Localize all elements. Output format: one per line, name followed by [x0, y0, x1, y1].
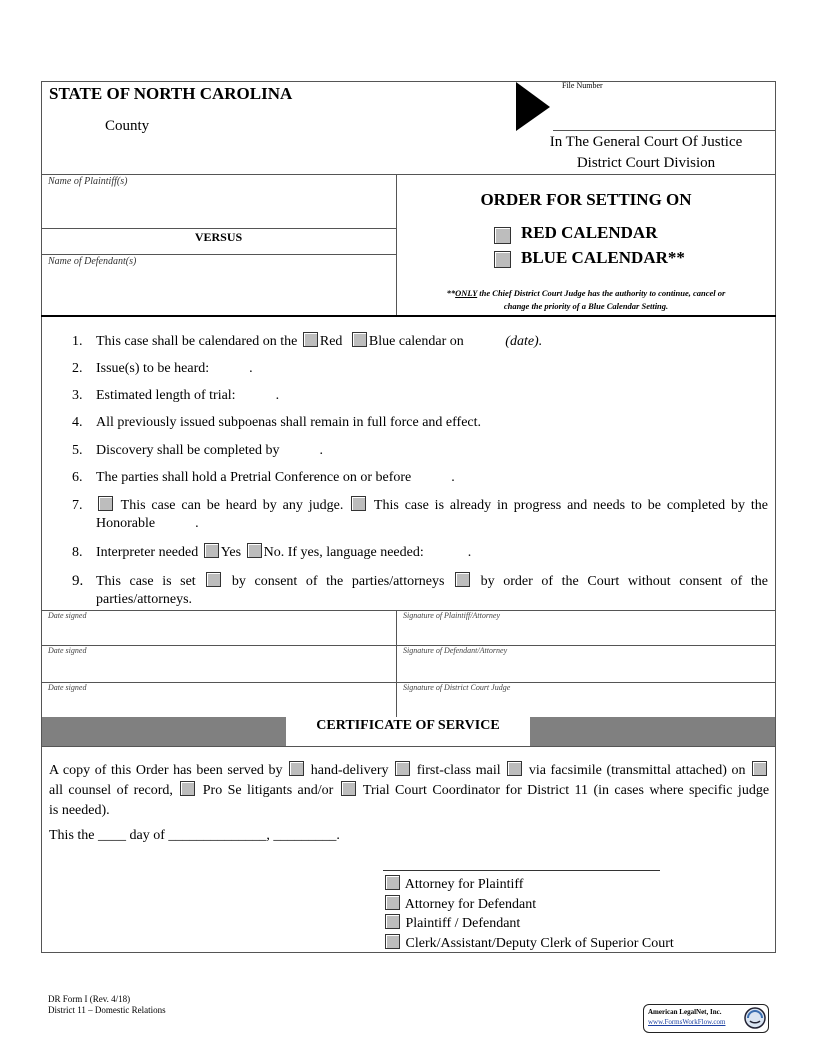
- blue-calendar-checkbox[interactable]: [494, 251, 511, 268]
- item-text: Issue(s) to be heard:: [96, 361, 210, 376]
- yes-label: Yes: [220, 545, 242, 560]
- item-1: [72, 332, 542, 351]
- interpreter-yes-checkbox[interactable]: [204, 543, 219, 558]
- attorney-plaintiff-label: Attorney for Plaintiff: [404, 877, 524, 892]
- item-number: 7.: [72, 498, 83, 513]
- court-order-label: by order of the Court without consent of the: [480, 574, 769, 589]
- attorney-defendant-checkbox[interactable]: [385, 895, 400, 910]
- red-option-label: Red: [319, 334, 343, 349]
- item-period: .: [467, 545, 472, 560]
- clerk-checkbox[interactable]: [385, 934, 400, 949]
- left-border: [41, 81, 42, 953]
- blue-calendar-label: BLUE CALENDAR**: [521, 248, 685, 267]
- consent-checkbox[interactable]: [206, 572, 221, 587]
- item-number: 1.: [72, 334, 83, 349]
- item-7: [72, 496, 768, 533]
- item-number: 5.: [72, 443, 83, 458]
- footer-form-info: [48, 994, 166, 1016]
- first-class-label: first-class mail: [416, 763, 501, 778]
- item-period: .: [451, 470, 455, 485]
- district-label: District 11 – Domestic Relations: [48, 1005, 166, 1015]
- pro-se-label: Pro Se litigants and/or: [202, 783, 334, 798]
- cert-text: A copy of this Order has been served by: [49, 763, 283, 778]
- interpreter-no-checkbox[interactable]: [247, 543, 262, 558]
- note-prefix: **: [446, 288, 456, 298]
- file-number-line: [553, 130, 775, 131]
- date-hint: (date).: [505, 334, 543, 349]
- sig-divider: [396, 610, 397, 717]
- facsimile-label: via facsimile (transmittal attached) on: [528, 763, 746, 778]
- state-title: STATE OF NORTH CAROLINA: [49, 84, 293, 103]
- item-text: All previously issued subpoenas shall remain in full force and effect.: [96, 415, 482, 430]
- hand-delivery-label: hand-delivery: [310, 763, 389, 778]
- coordinator-label: Trial Court Coordinator for District 11 (in cases where specific judge: [362, 783, 770, 798]
- in-progress-checkbox[interactable]: [351, 496, 366, 511]
- item-number: 9.: [72, 573, 84, 589]
- globe-icon: [744, 1007, 766, 1029]
- plaintiff-label: Name of Plaintiff(s): [48, 176, 128, 187]
- item-continuation: parties/attorneys.: [96, 592, 193, 607]
- day-line: This the ____ day of ______________, _________.: [49, 828, 340, 843]
- any-judge-checkbox[interactable]: [98, 496, 113, 511]
- versus-line-top: [41, 228, 396, 229]
- red-calendar-checkbox[interactable]: [494, 227, 511, 244]
- court-line1: In The General Court Of Justice: [549, 134, 743, 150]
- item-8: [72, 543, 471, 562]
- clerk-label: Clerk/Assistant/Deputy Clerk of Superior Court: [405, 935, 674, 951]
- date-signed-3: Date signed: [48, 683, 87, 692]
- form-number: DR Form I (Rev. 4/18): [48, 994, 131, 1004]
- item-2: [72, 360, 253, 378]
- blue-calendar-note: [400, 287, 772, 313]
- item-period: .: [319, 443, 324, 458]
- triangle-marker-icon: [515, 82, 551, 132]
- sig-judge-label: Signature of District Court Judge: [403, 683, 511, 692]
- logo-name: American LegalNet, Inc.: [648, 1008, 722, 1016]
- item-number: 2.: [72, 361, 83, 376]
- order-title: ORDER FOR SETTING ON: [480, 190, 692, 209]
- section-divider: [41, 315, 776, 317]
- no-label: No. If yes, language needed:: [263, 545, 424, 560]
- certificate-text: [49, 761, 769, 821]
- versus-line-bottom: [41, 254, 396, 255]
- counsel-checkbox[interactable]: [752, 761, 767, 776]
- item-text: Discovery shall be completed by: [96, 443, 280, 458]
- court-order-checkbox[interactable]: [455, 572, 470, 587]
- item-3: [72, 387, 279, 405]
- item-4: [72, 414, 481, 432]
- note-line2: change the priority of a Blue Calendar Setting.: [503, 301, 669, 311]
- item-number: 3.: [72, 388, 83, 403]
- certificate-title: CERTIFICATE OF SERVICE: [286, 717, 530, 746]
- americanlegalnet-logo[interactable]: [643, 1004, 769, 1033]
- coordinator-checkbox[interactable]: [341, 781, 356, 796]
- red-calendar-label: RED CALENDAR: [521, 223, 658, 242]
- item-text: The parties shall hold a Pretrial Conference on or before: [96, 470, 412, 485]
- red-checkbox[interactable]: [303, 332, 318, 347]
- top-border: [41, 81, 776, 82]
- date-signed-2: Date signed: [48, 646, 87, 655]
- attorney-plaintiff-checkbox[interactable]: [385, 875, 400, 890]
- county-label: County: [105, 118, 150, 134]
- server-signature-line: [383, 870, 660, 871]
- consent-label: by consent of the parties/attorneys: [231, 574, 445, 589]
- first-class-checkbox[interactable]: [395, 761, 410, 776]
- counsel-label: all counsel of record,: [49, 783, 173, 798]
- pro-se-checkbox[interactable]: [180, 781, 195, 796]
- versus-label: VERSUS: [194, 230, 243, 244]
- date-signed-1: Date signed: [48, 611, 87, 620]
- item-text: This case shall be calendared on the: [96, 334, 298, 349]
- any-judge-label: This case can be heard by any judge.: [120, 498, 344, 513]
- court-line2: District Court Division: [576, 155, 716, 171]
- sig-plaintiff-label: Signature of Plaintiff/Attorney: [403, 611, 501, 620]
- header-divider: [41, 174, 776, 175]
- plaintiff-defendant-label: Plaintiff / Defendant: [405, 916, 521, 931]
- note-only: ONLY: [455, 288, 478, 298]
- in-progress-label: This case is already in progress and needs to be completed by the: [373, 498, 769, 513]
- server-options: [385, 875, 674, 953]
- blue-option-label: Blue calendar on: [368, 334, 464, 349]
- logo-url: www.FormsWorkFlow.com: [648, 1018, 726, 1026]
- court-heading: [544, 132, 748, 174]
- file-number-label: File Number: [562, 81, 603, 90]
- note-rest: the Chief District Court Judge has the authority to continue, cancel or: [477, 288, 726, 298]
- item-period: .: [275, 388, 280, 403]
- item-period: .: [249, 361, 253, 376]
- item-text: Interpreter needed: [96, 545, 199, 560]
- item-number: 8.: [72, 545, 83, 560]
- plaintiff-defendant-checkbox[interactable]: [385, 914, 400, 929]
- item-5: [72, 442, 323, 460]
- attorney-defendant-label: Attorney for Defendant: [404, 896, 537, 912]
- item-text: This case is set: [96, 574, 196, 589]
- cert-text-end: is needed).: [49, 803, 110, 818]
- right-border: [775, 81, 776, 953]
- item-number: 6.: [72, 470, 83, 485]
- item-6: [72, 469, 455, 487]
- item-9: [72, 572, 768, 609]
- certificate-line: [41, 746, 776, 747]
- item-number: 4.: [72, 415, 83, 430]
- hand-delivery-checkbox[interactable]: [289, 761, 304, 776]
- facsimile-checkbox[interactable]: [507, 761, 522, 776]
- item-period: .: [195, 516, 199, 531]
- sig-defendant-label: Signature of Defendant/Attorney: [403, 646, 508, 655]
- defendant-label: Name of Defendant(s): [48, 256, 137, 267]
- blue-checkbox[interactable]: [352, 332, 367, 347]
- item-text: Estimated length of trial:: [96, 388, 236, 403]
- honorable-label: Honorable: [96, 516, 156, 531]
